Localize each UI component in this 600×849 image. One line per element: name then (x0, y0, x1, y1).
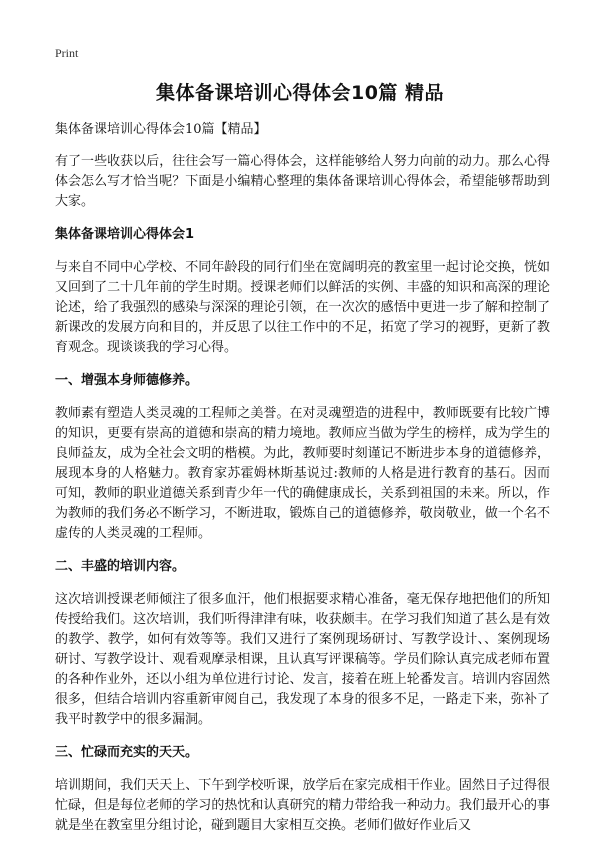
heading-2: 二、丰盛的培训内容。 (55, 559, 186, 574)
paragraph-1: 与来自不同中心学校、不同年龄段的同行们坐在宽阔明亮的教室里一起讨论交换，恍如又回到了二十几年前的学生时期。授课老师们以鲜活的实例、丰盛的知识和高深的理论论述，给了我强烈的感染与深深的理论引领，在一次次的感悟中更进一步了解和控制了新课改的发展方向和目的，并反思了以往工作中的不足，拓宽了学习的视野，更新了教育观念。现谈谈我的学习心得。 (55, 260, 550, 355)
paragraph-2: 教师素有塑造人类灵魂的工程师之美誉。在对灵魂塑造的进程中，教师既要有比较广博的知识，更要有崇高的道德和崇高的精力境地。教师应当做为学生的榜样，成为学生的良师益友，成为全社会文明的楷模。为此，教师要时刻谨记不断进步本身的道德修养，展现本身的人格魅力。教育家苏霍姆林斯基说过:教师的人格是进行教育的基石。因而可知，教师的职业道德关系到青少年一代的确健康成长，关系到祖国的未来。所以，作为教师的我们务必不断学习，不断进取，锻炼自己的道德修养，敬岗敬业，做一个名不虚传的人类灵魂的工程师。 (55, 406, 550, 541)
page-title: 集体备课培训心得体会10篇 精品 (155, 82, 445, 104)
heading-1: 一、增强本身师德修养。 (55, 373, 199, 388)
print-label: Print (55, 46, 79, 60)
article-body (55, 120, 550, 849)
section-heading: 集体备课培训心得体会1 (55, 227, 195, 242)
heading-3: 三、忙碌而充实的天天。 (55, 745, 199, 760)
article-subtitle: 集体备课培训心得体会10篇【精品】 (55, 122, 267, 137)
paragraph-4: 培训期间，我们天天上、下午到学校听课，放学后在家完成相干作业。固然日子过得很忙碌，但是每位老师的学习的热忱和认真研究的精力带给我一种动力。我们最开心的事就是坐在教室里分组讨论，碰到题目大家相互交换。老师们做好作业后又 (55, 778, 550, 833)
intro-paragraph: 有了一些收获以后，往往会写一篇心得体会，这样能够给人努力向前的动力。那么心得体会怎么写才恰当呢？下面是小编精心整理的集体备课培训心得体会，希望能够帮助到大家。 (55, 154, 550, 209)
paragraph-3: 这次培训授课老师倾注了很多血汗，他们根据要求精心准备，毫无保存地把他们的所知传授给我们。这次培训，我们听得津津有味，收获颇丰。在学习我们知道了甚么是有效的教学、教学，如何有效等等。我们又进行了案例现场研讨、写教学设计、、案例现场研讨、写教学设计、观看观摩录相课，且认真写评课稿等。学员们除认真完成老师布置的各种作业外，还以小组为单位进行讨论、发言，接着在班上轮番发言。培训内容固然很多，但结合培训内容重新审阅自己，我发现了本身的很多不足，一路走下来，弥补了我平时教学中的很多漏洞。 (55, 592, 550, 727)
